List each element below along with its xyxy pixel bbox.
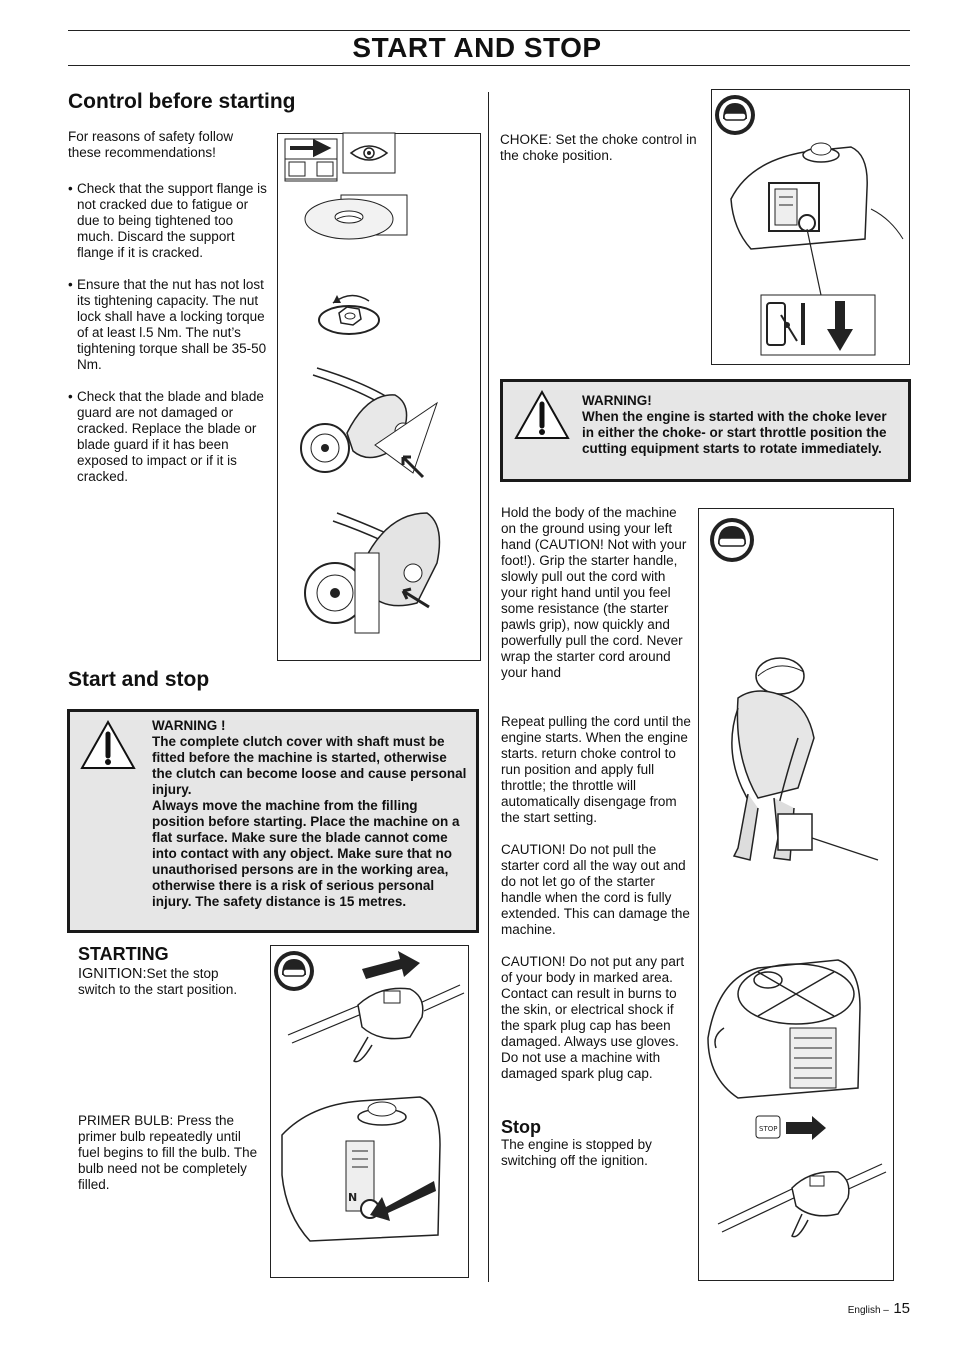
control-intro: For reasons of safety follow these recommendations!: [68, 129, 234, 160]
spark-plug-area-illustration: [708, 960, 860, 1098]
choke-lever-icon: [761, 295, 875, 355]
control-bullet-2: • Ensure that the nut has not lost its tightening capacity. The nut lock shall have a locking torque of at least l.5 Nm. The nut’s tightening torque shall be 35-50 Nm.: [68, 277, 273, 373]
procedure-illustrations: [698, 508, 892, 1279]
page-footer: [848, 1300, 910, 1318]
blade-guard-illustration-1: [301, 368, 437, 477]
eye-ear-protection-icon: [710, 518, 754, 562]
procedure-para-4: CAUTION! Do not put any part of your body in marked area. Contact can result in burns to the skin, or electrical shock if the spark plug cap has been damaged. Always use gloves. Do not use a machine with damaged spark plug cap.: [501, 954, 685, 1081]
stop-switch-illustration: [718, 1116, 886, 1237]
eye-ear-protection-icon: [715, 95, 755, 135]
primer-instruction: PRIMER BULB: Press the primer bulb repeatedly until fuel begins to fill the bulb. The bulb need not be completely filled.: [78, 1113, 258, 1192]
primer-bulb-illustration: [282, 1097, 440, 1241]
column-divider: [488, 92, 489, 1282]
operator-starting-illustration: [732, 658, 878, 860]
starting-illustrations: [270, 945, 467, 1276]
procedure-para-3: CAUTION! Do not pull the starter cord all the way out and do not let go of the starter handle when the cord is fully extended. This can damage the machine.: [501, 842, 690, 937]
nut-illustration: [319, 295, 379, 334]
ignition-instruction: [78, 966, 258, 998]
procedure-para-1: Hold the body of the machine on the ground using your left hand (CAUTION! Not with your foot!). Grip the starter handle, slowly pull out the cord with your right hand until you feel some resistance (the starter pawls grip), now quickly and powerfully pull the cord. Never wrap the starter cord around your hand: [501, 505, 687, 680]
ignition-switch-illustration: [288, 951, 464, 1062]
support-flange-illustration: [305, 195, 407, 239]
footer-language: English –: [847, 1305, 889, 1316]
stop-heading: Stop: [501, 1117, 541, 1137]
procedure-para-2: Repeat pulling the cord until the engine starts. When the engine starts. return choke control to run position and apply full throttle; the throttle will automatically disengage from the start setting.: [501, 714, 691, 825]
choke-illustrations: [711, 89, 908, 363]
control-bullet-3: • Check that the blade and blade guard are not damaged or cracked. Replace the blade or blade guard if it has been exposed to impact or if it is cracked.: [68, 389, 273, 485]
ignition-text: Set the stop switch to the start position.: [78, 966, 238, 997]
ignition-label: IGNITION:: [78, 966, 147, 982]
start-stop-heading: Start and stop: [68, 668, 210, 691]
page-number: 15: [893, 1300, 910, 1317]
choke-instruction: CHOKE: Set the choke control in the choke position.: [500, 132, 697, 163]
title-underline: [68, 65, 910, 66]
svg-text:N: N: [348, 1191, 358, 1204]
blade-guard-illustration-2: [305, 513, 439, 633]
stop-icon-label: STOP: [759, 1125, 778, 1133]
start-warning-text: WARNING ! The complete clutch cover with shaft must be fitted before the machine is started, otherwise the clutch can become loose and cause personal injury. Always move the machine from the filling position before starting. Place the machine on a flat surface. Make sure the blade cannot come into contact with any object. Make sure that no unauthorised persons are in the working area, otherwise there is a risk of serious personal injury. The safety distance is 15 metres.: [152, 718, 467, 909]
warning-triangle-icon: [80, 720, 136, 770]
engine-choke-illustration: [731, 143, 903, 295]
starting-heading: STARTING: [78, 944, 169, 964]
control-bullet-1: • Check that the support flange is not cracked due to fatigue or due to being tightened too much. Discard the support flange if it is cracked.: [68, 181, 273, 261]
eye-icon: [343, 133, 395, 173]
switch-arrow-icon: [285, 139, 337, 181]
eye-ear-protection-icon: [274, 951, 314, 991]
warning-triangle-icon: [514, 390, 570, 440]
top-rule: [68, 30, 910, 31]
control-heading: Control before starting: [68, 90, 296, 113]
control-illustrations: [277, 133, 479, 659]
stop-text: The engine is stopped by switching off the ignition.: [501, 1137, 652, 1168]
page-title: START AND STOP: [352, 32, 602, 63]
choke-warning-text: WARNING! When the engine is started with the choke lever in either the choke- or start throttle position the cutting equipment starts to rotate immediately.: [582, 393, 887, 456]
